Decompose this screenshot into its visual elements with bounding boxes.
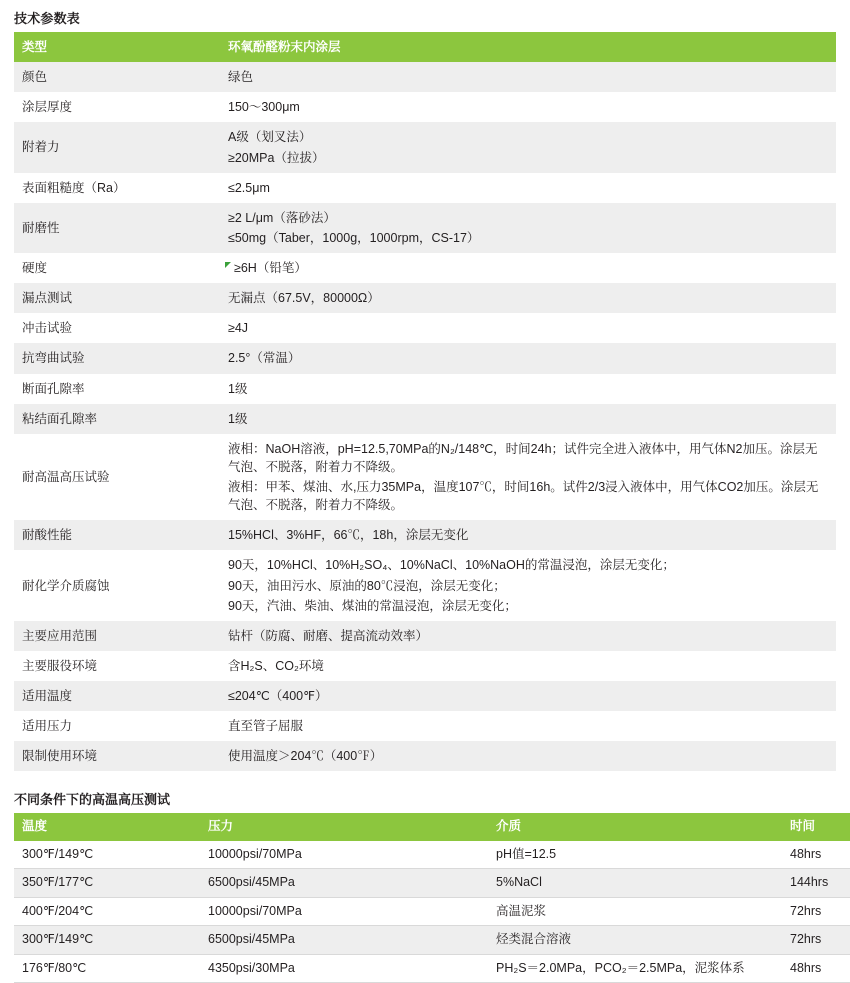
- row-label: 耐化学介质腐蚀: [14, 550, 220, 620]
- value-line: 钻杆（防腐、耐磨、提高流动效率）: [228, 628, 429, 643]
- value-line: ≤204℃（400℉）: [228, 689, 328, 703]
- row-label: 主要应用范围: [14, 621, 220, 651]
- table-row: [14, 62, 836, 92]
- cell-pressure: 6500psi/45MPa: [200, 869, 488, 898]
- table-row: [14, 711, 836, 741]
- value-line: 1级: [228, 411, 248, 426]
- table-row: [14, 741, 836, 771]
- table-row: [14, 869, 850, 898]
- row-label: 适用压力: [14, 711, 220, 741]
- technical-spec-table: [14, 32, 836, 771]
- cell-temperature: 176℉/80℃: [14, 954, 200, 983]
- table-row: [14, 520, 836, 550]
- row-value: [220, 343, 836, 373]
- row-value: [220, 621, 836, 651]
- table-header-row: [14, 32, 836, 62]
- value-line: ≥20MPa（拉拔）: [228, 150, 325, 165]
- row-label: 涂层厚度: [14, 92, 220, 122]
- table-row: [14, 253, 836, 283]
- table-row: [14, 550, 836, 620]
- table-row: [14, 173, 836, 203]
- condition-table-title: 不同条件下的高温高压测试: [14, 792, 171, 808]
- row-label: 粘结面孔隙率: [14, 404, 220, 434]
- value-line: ≤50mg（Taber，1000g，1000rpm，CS-17）: [228, 230, 480, 245]
- value-line: 使用温度＞204℃（400℉）: [228, 749, 383, 764]
- cond-table-body: [14, 813, 850, 983]
- cell-temperature: 300℉/149℃: [14, 841, 200, 869]
- row-label: 断面孔隙率: [14, 374, 220, 404]
- row-value: [220, 711, 836, 741]
- row-label: 适用温度: [14, 681, 220, 711]
- value-line: 含H₂S、CO₂环境: [228, 658, 324, 673]
- value-line: ≥4J: [228, 321, 249, 336]
- row-label: 冲击试验: [14, 313, 220, 343]
- row-value: [220, 550, 836, 620]
- cell-media: 5%NaCl: [488, 869, 782, 898]
- row-label: 限制使用环境: [14, 741, 220, 771]
- table-row: [14, 343, 836, 373]
- cell-pressure: 10000psi/70MPa: [200, 897, 488, 926]
- cell-temperature: 300℉/149℃: [14, 926, 200, 955]
- value-line: 1级: [228, 381, 248, 396]
- row-label: 颜色: [14, 62, 220, 92]
- cell-media: 烃类混合溶液: [488, 926, 782, 955]
- cell-time: 72hrs: [782, 926, 850, 955]
- column-header-pressure: 压力: [200, 813, 488, 841]
- value-line: [228, 258, 828, 278]
- column-header-media: 介质: [488, 813, 782, 841]
- header-value: 环氧酚醛粉末内涂层: [220, 32, 836, 62]
- value-line: 绿色: [228, 70, 254, 85]
- cell-media: PH₂S＝2.0MPa，PCO₂＝2.5MPa，泥浆体系: [488, 954, 782, 983]
- row-value: [220, 203, 836, 253]
- row-label: 主要服役环境: [14, 651, 220, 681]
- cell-media: 高温泥浆: [488, 897, 782, 926]
- cell-time: 72hrs: [782, 897, 850, 926]
- table-header-row: [14, 813, 850, 841]
- table-row: [14, 404, 836, 434]
- table-row: [14, 313, 836, 343]
- row-value: [220, 434, 836, 521]
- table-row: [14, 434, 836, 521]
- spec-table-title: 技术参数表: [14, 11, 81, 26]
- value-line: 15%HCl、3%HF，66℃，18h，涂层无变化: [228, 528, 469, 543]
- row-value: [220, 741, 836, 771]
- row-label: 表面粗糙度（Ra）: [14, 173, 220, 203]
- table-row: [14, 283, 836, 313]
- value-line: 2.5°（常温）: [228, 351, 301, 366]
- green-marker-icon: [225, 262, 231, 268]
- value-line: 直至管子屈服: [228, 719, 304, 734]
- cell-time: 144hrs: [782, 869, 850, 898]
- row-value: [220, 520, 836, 550]
- row-value: [220, 651, 836, 681]
- header-label: 类型: [14, 32, 220, 62]
- value-line: 无漏点（67.5V，80000Ω）: [228, 291, 380, 306]
- value-line: 150～300μm: [228, 100, 300, 115]
- row-label: 耐酸性能: [14, 520, 220, 550]
- column-header-temperature: 温度: [14, 813, 200, 841]
- table-row: [14, 841, 850, 869]
- cell-temperature: 350℉/177℃: [14, 869, 200, 898]
- cell-pressure: 10000psi/70MPa: [200, 841, 488, 869]
- row-value: [220, 253, 836, 283]
- row-value: [220, 122, 836, 172]
- value-line: 90天，油田污水、原油的80℃浸泡，涂层无变化；: [228, 578, 506, 593]
- value-line: 液相：NaOH溶液，pH=12.5,70MPa的N₂/148℃，时间24h；试件完全进入液体中，用气体N2加压。涂层无气泡、不脱落，附着力不降级。: [228, 441, 818, 474]
- value-line: 90天，汽油、柴油、煤油的常温浸泡，涂层无变化；: [228, 598, 517, 613]
- value-line: 液相：甲苯、煤油、水,压力35MPa，温度107℃，时间16h。试件2/3浸入液体中，用气体CO2加压。涂层无气泡、不脱落，附着力不降级。: [228, 480, 819, 513]
- cell-time: 48hrs: [782, 954, 850, 983]
- cell-time: 48hrs: [782, 841, 850, 869]
- row-label: 硬度: [14, 253, 220, 283]
- row-value: [220, 374, 836, 404]
- value-line: A级（划叉法）: [228, 130, 312, 145]
- row-label: 耐高温高压试验: [14, 434, 220, 521]
- cell-pressure: 4350psi/30MPa: [200, 954, 488, 983]
- row-value: [220, 173, 836, 203]
- table-row: [14, 122, 836, 172]
- cell-pressure: 6500psi/45MPa: [200, 926, 488, 955]
- row-label: 附着力: [14, 122, 220, 172]
- hthp-condition-table: [14, 813, 850, 983]
- table-row: [14, 681, 836, 711]
- value-text: ≥6H（铅笔）: [234, 261, 307, 275]
- row-value: [220, 681, 836, 711]
- table-row: [14, 92, 836, 122]
- row-value: [220, 283, 836, 313]
- table-row: [14, 651, 836, 681]
- table-row: [14, 374, 836, 404]
- row-label: 耐磨性: [14, 203, 220, 253]
- cell-media: pH值=12.5: [488, 841, 782, 869]
- table-row: [14, 897, 850, 926]
- row-label: 漏点测试: [14, 283, 220, 313]
- table-row: [14, 954, 850, 983]
- spec-table-body: [14, 32, 836, 771]
- row-value: [220, 62, 836, 92]
- table-row: [14, 926, 850, 955]
- row-label: 抗弯曲试验: [14, 343, 220, 373]
- value-line: ≤2.5μm: [228, 180, 270, 195]
- table-row: [14, 203, 836, 253]
- column-header-time: 时间: [782, 813, 850, 841]
- cell-temperature: 400℉/204℃: [14, 897, 200, 926]
- table-row: [14, 621, 836, 651]
- value-line: 90天，10%HCl、10%H₂SO₄、10%NaCl、10%NaOH的常温浸泡，涂层无变化；: [228, 558, 675, 573]
- row-value: [220, 92, 836, 122]
- row-value: [220, 313, 836, 343]
- row-value: [220, 404, 836, 434]
- value-line: ≥2 L/μm（落砂法）: [228, 210, 336, 225]
